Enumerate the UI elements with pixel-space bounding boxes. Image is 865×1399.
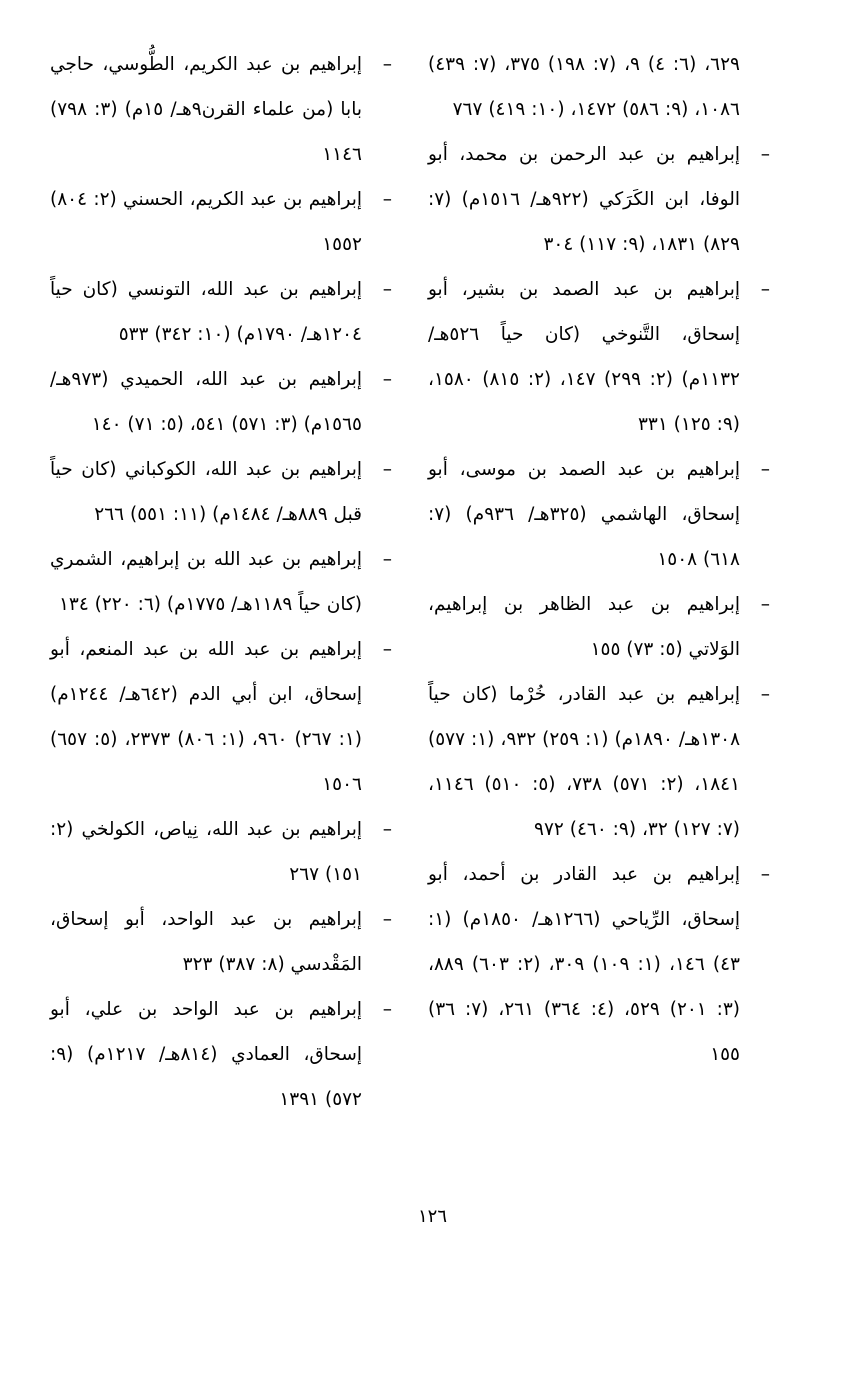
entry-text: إبراهيم بن عبد الله، الكوكباني (كان حياً قبل ٨٨٩هـ/ ١٤٨٤م) (١١: ٥٥١) ٢٦٦ [50,459,362,525]
entry-text: إبراهيم بن عبد الله، الحميدي (٩٧٣هـ/ ١٥٦٥م) (٣: ٥٧١) ٥٤١، (٥: ٧١) ١٤٠ [50,369,362,435]
entry-text: إبراهيم بن عبد الصمد بن موسى، أبو إسحاق، الهاشمي (٣٢٥هـ/ ٩٣٦م) (٧: ٦١٨) ١٥٠٨ [428,459,740,570]
index-entry [428,267,770,447]
entry-dash: – [382,909,392,930]
entry-dash: – [382,189,392,210]
entry-dash: – [382,54,392,75]
entry-text: ٦٢٩، (٦: ٤) ٩، (٧: ١٩٨) ٣٧٥، (٧: ٤٣٩) ١٠٨٦، (٩: ٥٨٦) ١٤٧٢، (١٠: ٤١٩) ٧٦٧ [428,54,740,120]
entry-text: إبراهيم بن عبد الظاهر بن إبراهيم، الوَلاتي (٥: ٧٣) ١٥٥ [428,594,740,660]
index-entry [50,447,392,537]
entry-text: إبراهيم بن عبد الكريم، الطُّوسي، حاجي بابا (من علماء القرن٩هـ/ ١٥م) (٣: ٧٩٨) ١١٤٦ [50,54,362,165]
entry-dash: – [382,819,392,840]
index-entry [428,132,770,267]
entry-dash: – [760,459,770,480]
entry-dash: – [760,279,770,300]
index-entry [50,357,392,447]
entry-dash: – [382,369,392,390]
page-number: ١٢٦ [417,1206,447,1227]
index-entry [50,897,392,987]
index-entry [50,537,392,627]
entry-text: إبراهيم بن عبد القادر، خُرْما (كان حياً ١٣٠٨هـ/ ١٨٩٠م) (١: ٢٥٩) ٩٣٢، (١: ٥٧٧) ١٨٤١، (٢: ٥٧١) ٧٣٨، (٥: ٥١٠) ١١٤٦، (٧: ١٢٧) ٣٢، (٩: ٤٦٠) ٩٧٢ [428,684,741,840]
entry-dash: – [382,279,392,300]
index-entry [428,852,770,1077]
index-entry [428,582,770,672]
index-entry [50,807,392,897]
index-entry [50,267,392,357]
entry-text: إبراهيم بن عبد الواحد، أبو إسحاق، المَقْدسي (٨: ٣٨٧) ٣٢٣ [50,909,362,975]
entry-text: إبراهيم بن عبد القادر بن أحمد، أبو إسحاق، الرِّياحي (١٢٦٦هـ/ ١٨٥٠م) (١: ٤٣) ١٤٦، (١: ١٠٩) ٣٠٩، (٢: ٦٠٣) ٨٨٩، (٣: ٢٠١) ٥٢٩، (٤: ٣٦٤) ٢٦١، (٧: ٣٦) ١٥٥ [428,864,741,1065]
index-entry [50,987,392,1122]
entry-dash: – [760,594,770,615]
entry-dash: – [760,864,770,885]
index-entry [428,447,770,582]
left-column [50,42,392,1122]
entry-dash: – [760,684,770,705]
entry-text: إبراهيم بن عبد الواحد بن علي، أبو إسحاق، العمادي (٨١٤هـ/ ١٢١٧م) (٩: ٥٧٢) ١٣٩١ [50,999,362,1110]
entry-text: إبراهيم بن عبد الصمد بن بشير، أبو إسحاق، التَّنوخي (كان حياً ٥٢٦هـ/ ١١٣٢م) (٢: ٢٩٩) ١٤٧، (٢: ٨١٥) ١٥٨٠، (٩: ١٢٥) ٣٣١ [428,279,740,435]
entry-dash: – [382,999,392,1020]
index-entry [50,627,392,807]
entry-text: إبراهيم بن عبد الله، التونسي (كان حياً ١٢٠٤هـ/ ١٧٩٠م) (١٠: ٣٤٢) ٥٣٣ [50,279,362,345]
entry-text: إبراهيم بن عبد الرحمن بن محمد، أبو الوفا، ابن الكَرَكي (٩٢٢هـ/ ١٥١٦م) (٧: ٨٢٩) ١٨٣١، (٩: ١١٧) ٣٠٤ [428,144,740,255]
entry-text: إبراهيم بن عبد الكريم، الحسني (٢: ٨٠٤) ١٥٥٢ [50,189,362,255]
entry-text: إبراهيم بن عبد الله بن إبراهيم، الشمري (كان حياً ١١٨٩هـ/ ١٧٧٥م) (٦: ٢٢٠) ١٣٤ [50,549,362,615]
index-entry [428,672,770,852]
entry-dash: – [382,639,392,660]
entry-text: إبراهيم بن عبد الله، نِياص، الكولخي (٢: ١٥١) ٢٦٧ [50,819,362,885]
entry-text: إبراهيم بن عبد الله بن عبد المنعم، أبو إسحاق، ابن أبي الدم (٦٤٢هـ/ ١٢٤٤م) (١: ٢٦٧) ٩٦٠، (١: ٨٠٦) ٢٣٧٣، (٥: ٦٥٧) ١٥٠٦ [50,639,362,795]
entry-dash: – [760,144,770,165]
index-entry [50,42,392,177]
entry-dash: – [382,459,392,480]
index-entry [50,177,392,267]
entry-dash: – [382,549,392,570]
index-entry [428,42,770,132]
right-column [428,42,770,1077]
